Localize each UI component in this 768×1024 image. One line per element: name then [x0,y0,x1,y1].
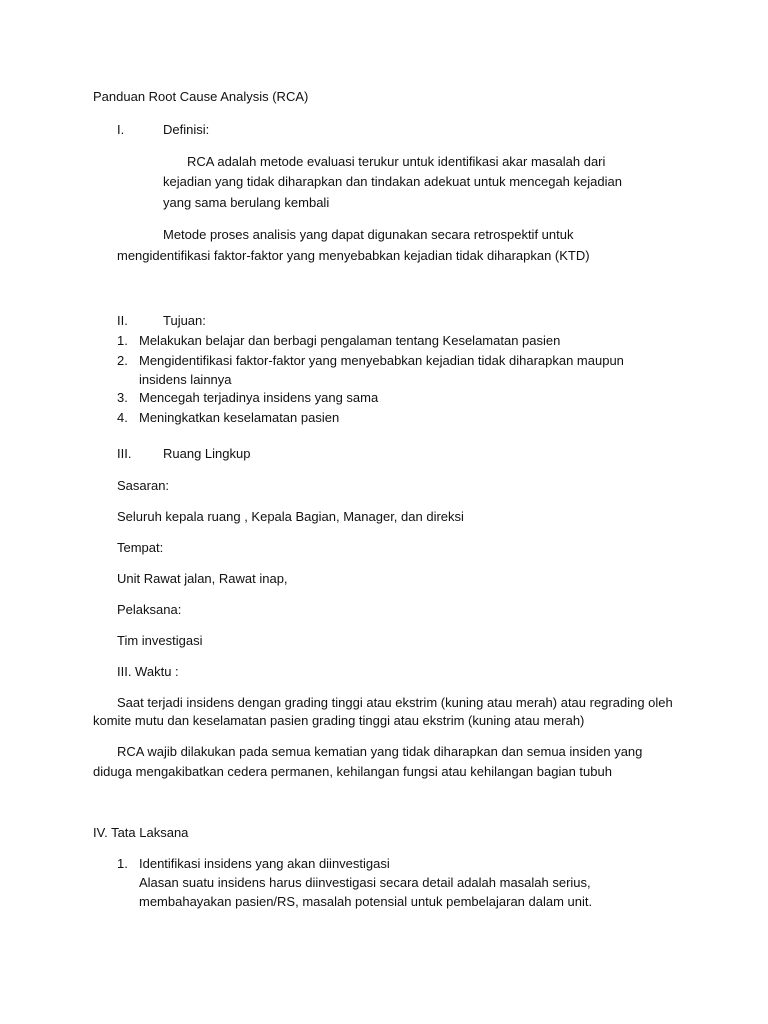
section-4-heading: IV. Tata Laksana [93,825,189,840]
goal-item-text-continued: insidens lainnya [139,372,232,387]
section-3-heading: Ruang Lingkup [163,446,251,461]
goal-item-number: 4. [117,410,128,425]
section-3-numeral: III. [117,446,132,461]
definition-para2-line2: mengidentifikasi faktor-faktor yang menyebabkan kejadian tidak diharapkan (KTD) [117,248,590,263]
section-2-heading: Tujuan: [163,313,206,328]
document-title: Panduan Root Cause Analysis (RCA) [93,89,309,104]
procedure-item-number: 1. [117,856,128,871]
section-1-numeral: I. [117,122,125,137]
definition-para1-line3: yang sama berulang kembali [163,195,330,210]
procedure-item-text-continued: Alasan suatu insidens harus diinvestigasi secara detail adalah masalah serius, [139,875,591,890]
definition-para1-line1: RCA adalah metode evaluasi terukur untuk identifikasi akar masalah dari [187,154,606,169]
waktu-heading: III. Waktu : [117,664,179,679]
tempat-label: Tempat: [117,540,164,555]
pelaksana-label: Pelaksana: [117,602,182,617]
sasaran-value: Seluruh kepala ruang , Kepala Bagian, Manager, dan direksi [117,509,464,524]
sasaran-label: Sasaran: [117,478,170,493]
goal-item-text: Mengidentifikasi faktor-faktor yang menyebabkan kejadian tidak diharapkan maupun [139,353,624,368]
tempat-value: Unit Rawat jalan, Rawat inap, [117,571,288,586]
section-2-numeral: II. [117,313,128,328]
goal-item-number: 3. [117,390,128,405]
goal-item-text: Meningkatkan keselamatan pasien [139,410,340,425]
procedure-item-text-continued: membahayakan pasien/RS, masalah potensial untuk pembelajaran dalam unit. [139,894,593,909]
procedure-item-text: Identifikasi insidens yang akan diinvestigasi [139,856,390,871]
goal-item-text: Melakukan belajar dan berbagi pengalaman tentang Keselamatan pasien [139,333,561,348]
goal-item-text: Mencegah terjadinya insidens yang sama [139,390,379,405]
section-1-heading: Definisi: [163,122,210,137]
waktu-para2-line2: diduga mengakibatkan cedera permanen, kehilangan fungsi atau kehilangan bagian tubuh [93,764,612,779]
waktu-para2-line1: RCA wajib dilakukan pada semua kematian yang tidak diharapkan dan semua insiden yang [117,744,643,759]
waktu-para1-line2: komite mutu dan keselamatan pasien grading tinggi atau ekstrim (kuning atau merah) [93,713,585,728]
goal-item-number: 1. [117,333,128,348]
definition-para2-line1: Metode proses analisis yang dapat digunakan secara retrospektif untuk [163,227,574,242]
waktu-para1-line1: Saat terjadi insidens dengan grading tinggi atau ekstrim (kuning atau merah) atau regrading oleh [117,695,673,710]
goal-item-number: 2. [117,353,128,368]
definition-para1-line2: kejadian yang tidak diharapkan dan tindakan adekuat untuk mencegah kejadian [163,174,622,189]
pelaksana-value: Tim investigasi [117,633,203,648]
